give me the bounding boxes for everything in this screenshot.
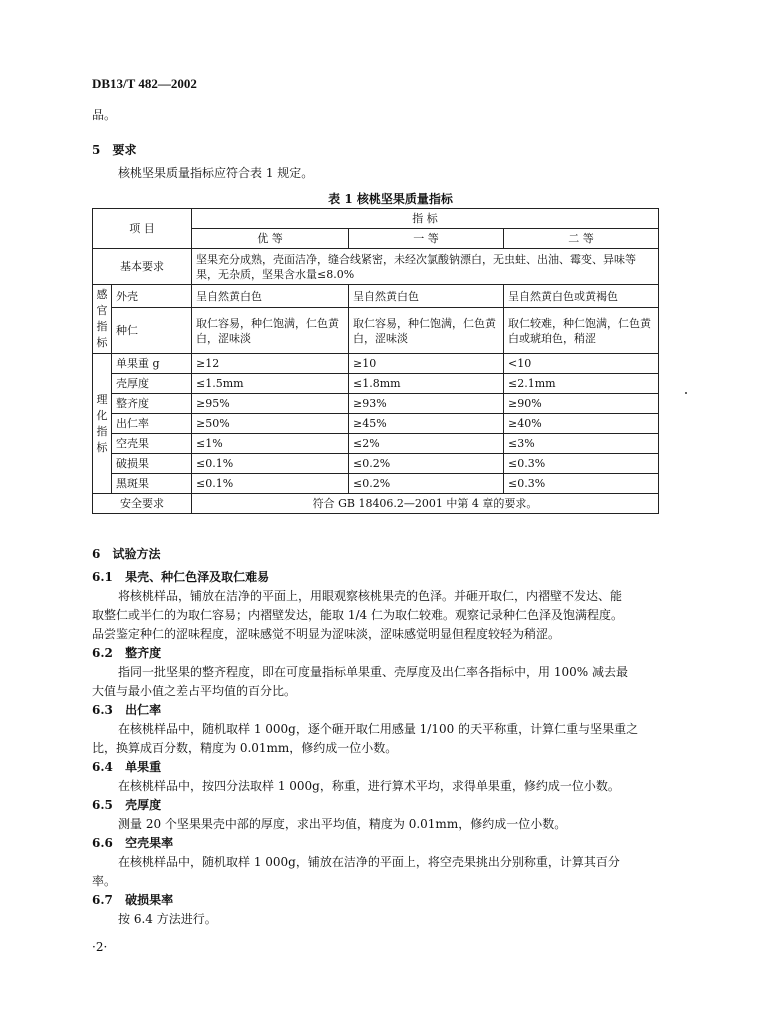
subsection-number: 6.5 (92, 798, 113, 812)
cell-grade1: ≥50% (192, 414, 349, 434)
basic-text: 坚果充分成熟，壳面洁净，缝合线紧密，未经次氯酸钠漂白，无虫蛀、出油、霉变、异味等果，无杂质，坚果含水量≤8.0% (192, 249, 659, 285)
row-label: 破损果 (112, 454, 192, 474)
quality-spec-table (92, 208, 659, 514)
cell-grade3: ≥90% (504, 394, 659, 414)
cell-grade2: ≥10 (349, 354, 504, 374)
paragraph-line: 大值与最小值之差占平均值的百分比。 (92, 684, 297, 698)
page-number: ·2· (92, 940, 108, 954)
subsection-title: 空壳果率 (125, 836, 174, 850)
paragraph-line: 率。 (92, 874, 117, 888)
section-5-heading (92, 141, 137, 158)
head-grade3: 二 等 (504, 229, 659, 249)
safety-label: 安全要求 (93, 494, 192, 514)
row-label: 种仁 (112, 308, 192, 354)
paragraph-line: 比，换算成百分数，精度为 0.01mm，修约成一位小数。 (92, 741, 398, 755)
row-label: 黑斑果 (112, 474, 192, 494)
head-grade2: 一 等 (349, 229, 504, 249)
row-label: 外壳 (112, 285, 192, 308)
subsection-number: 6.7 (92, 893, 113, 907)
cell-grade3: 取仁较难，种仁饱满，仁色黄白或琥珀色，稍涩 (504, 308, 659, 354)
sensory-group-label: 感官指标 (93, 285, 112, 354)
cell-grade1: 呈自然黄白色 (192, 285, 349, 308)
subsection-6-3-heading (92, 701, 672, 720)
cell-grade1: 取仁容易，种仁饱满，仁色黄白，涩味淡 (192, 308, 349, 354)
subsection-6-6-heading (92, 834, 672, 853)
section-5-title: 要求 (112, 143, 137, 157)
scan-speck (685, 392, 687, 394)
subsection-6-4-heading (92, 758, 672, 777)
paragraph-line: 在核桃样品中，按四分法取样 1 000g，称重，进行算术平均，求得单果重，修约成一位小数。 (118, 779, 620, 793)
safety-text: 符合 GB 18406.2—2001 中第 4 章的要求。 (192, 494, 659, 514)
cell-grade3: ≤2.1mm (504, 374, 659, 394)
table-caption: 表 1 核桃坚果质量指标 (328, 192, 453, 206)
section-5-number: 5 (92, 143, 101, 157)
cell-grade1: ≤0.1% (192, 454, 349, 474)
cell-grade1: ≥12 (192, 354, 349, 374)
cell-grade2: ≤1.8mm (349, 374, 504, 394)
subsection-title: 单果重 (125, 760, 162, 774)
head-indicator: 指 标 (192, 209, 659, 229)
row-label: 空壳果 (112, 434, 192, 454)
paragraph-line: 取整仁或半仁的为取仁容易；内褶壁发达，能取 1/4 仁为取仁较难。观察记录种仁色泽及饱满程度。 (92, 608, 623, 622)
paragraph-line: 按 6.4 方法进行。 (118, 912, 217, 926)
section-5-body: 核桃坚果质量指标应符合表 1 规定。 (118, 166, 314, 180)
cell-grade1: ≤1.5mm (192, 374, 349, 394)
physchem-group-label: 理化指标 (93, 354, 112, 494)
head-item: 项 目 (93, 209, 192, 249)
subsection-title: 破损果率 (125, 893, 174, 907)
cell-grade1: ≤1% (192, 434, 349, 454)
cell-grade3: ≤0.3% (504, 474, 659, 494)
row-label: 整齐度 (112, 394, 192, 414)
paragraph-line: 在核桃样品中，随机取样 1 000g，铺放在洁净的平面上，将空壳果挑出分别称重，计算其百分 (118, 855, 620, 869)
cell-grade1: ≤0.1% (192, 474, 349, 494)
paragraph-line: 测量 20 个坚果果壳中部的厚度，求出平均值，精度为 0.01mm，修约成一位小数。 (118, 817, 567, 831)
subsection-number: 6.3 (92, 703, 113, 717)
cell-grade3: ≤0.3% (504, 454, 659, 474)
cell-grade2: 取仁容易，种仁饱满，仁色黄白，涩味淡 (349, 308, 504, 354)
intro-fragment: 品。 (92, 108, 117, 122)
basic-label: 基本要求 (93, 249, 192, 285)
test-methods (92, 568, 672, 929)
section-6-heading (92, 545, 161, 562)
paragraph-line: 指同一批坚果的整齐程度，即在可度量指标单果重、壳厚度及出仁率各指标中，用 100% 减去最 (118, 665, 628, 679)
section-6-title: 试验方法 (112, 547, 161, 561)
section-6-number: 6 (92, 547, 101, 561)
paragraph-line: 将核桃样品，铺放在洁净的平面上，用眼观察核桃果壳的色泽。并砸开取仁，内褶壁不发达、能 (118, 589, 623, 603)
subsection-number: 6.2 (92, 646, 113, 660)
subsection-number: 6.1 (92, 570, 113, 584)
head-grade1: 优 等 (192, 229, 349, 249)
cell-grade2: ≤0.2% (349, 474, 504, 494)
cell-grade2: ≤0.2% (349, 454, 504, 474)
cell-grade3: 呈自然黄白色或黄褐色 (504, 285, 659, 308)
cell-grade2: ≤2% (349, 434, 504, 454)
document-code: DB13/T 482—2002 (92, 76, 197, 91)
paragraph-line: 品尝鉴定种仁的涩味程度，涩味感觉不明显为涩味淡，涩味感觉明显但程度较轻为稍涩。 (92, 627, 561, 641)
cell-grade2: 呈自然黄白色 (349, 285, 504, 308)
cell-grade2: ≥93% (349, 394, 504, 414)
subsection-number: 6.6 (92, 836, 113, 850)
row-label: 出仁率 (112, 414, 192, 434)
row-label: 单果重 g (112, 354, 192, 374)
cell-grade3: ≤3% (504, 434, 659, 454)
paragraph-line: 在核桃样品中，随机取样 1 000g，逐个砸开取仁用感量 1/100 的天平称重，计算仁重与坚果重之 (118, 722, 639, 736)
subsection-6-7-heading (92, 891, 672, 910)
subsection-number: 6.4 (92, 760, 113, 774)
subsection-6-1-heading (92, 568, 672, 587)
row-label: 壳厚度 (112, 374, 192, 394)
subsection-6-2-heading (92, 644, 672, 663)
subsection-title: 壳厚度 (125, 798, 162, 812)
cell-grade3: ≥40% (504, 414, 659, 434)
cell-grade2: ≥45% (349, 414, 504, 434)
subsection-title: 出仁率 (125, 703, 162, 717)
cell-grade3: <10 (504, 354, 659, 374)
cell-grade1: ≥95% (192, 394, 349, 414)
subsection-6-5-heading (92, 796, 672, 815)
subsection-title: 果壳、种仁色泽及取仁难易 (125, 570, 270, 584)
subsection-title: 整齐度 (125, 646, 162, 660)
